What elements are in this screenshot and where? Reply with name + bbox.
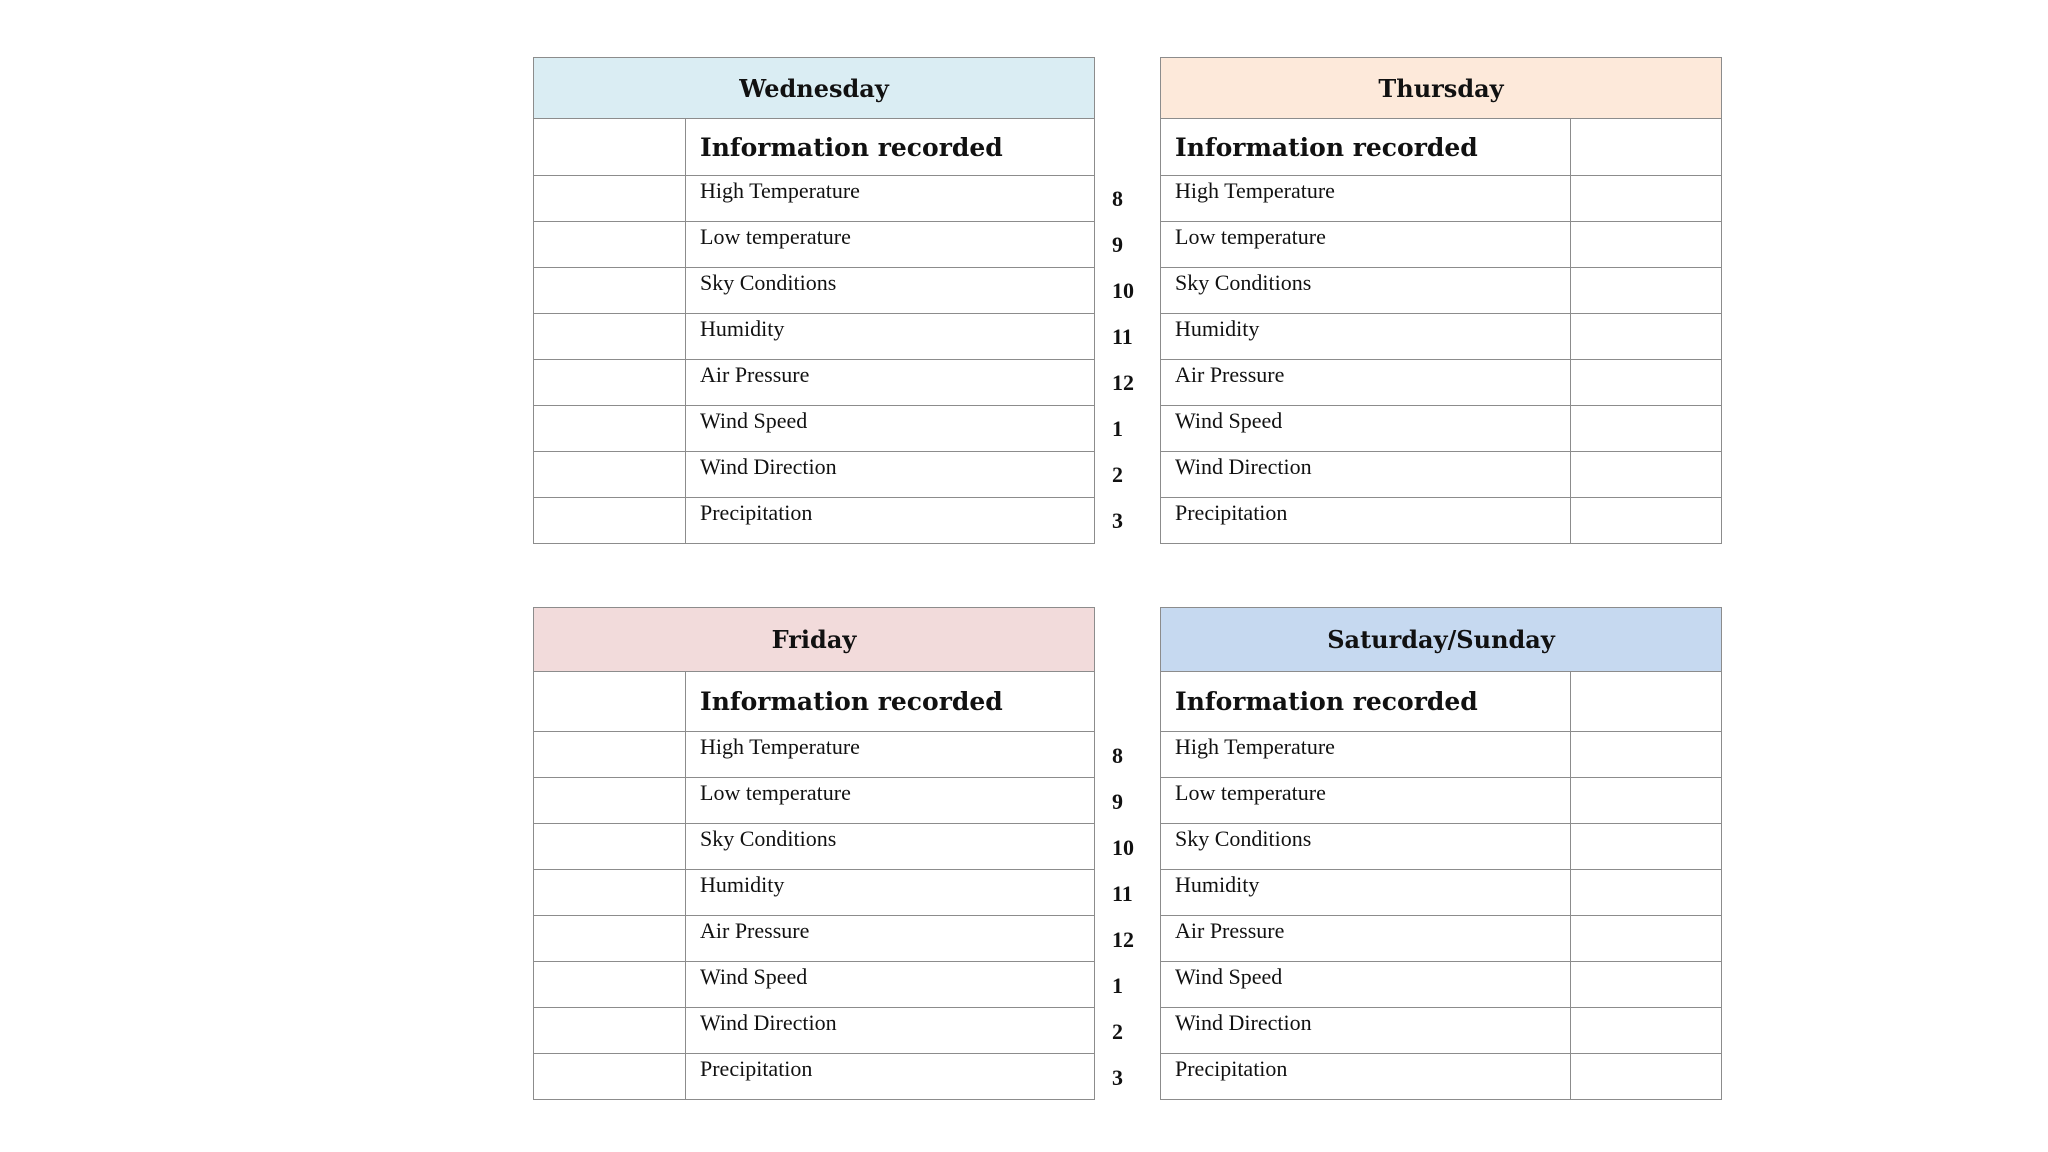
row-label: Humidity: [686, 314, 1095, 360]
row-label: Wind Speed: [686, 962, 1095, 1008]
value-cell[interactable]: [534, 268, 686, 314]
value-cell[interactable]: [534, 360, 686, 406]
row-label: Wind Direction: [686, 452, 1095, 498]
row-label: High Temperature: [686, 176, 1095, 222]
row-label: Precipitation: [686, 498, 1095, 544]
info-header: Information recorded: [686, 672, 1095, 732]
row-label: Wind Speed: [686, 406, 1095, 452]
hour-label: 9: [1112, 232, 1123, 257]
value-cell[interactable]: [1571, 452, 1722, 498]
value-cell[interactable]: [1571, 268, 1722, 314]
value-cell[interactable]: [1571, 406, 1722, 452]
info-header: Information recorded: [1161, 119, 1571, 176]
row-label: Wind Direction: [1161, 452, 1571, 498]
info-header: Information recorded: [686, 119, 1095, 176]
value-cell[interactable]: [1571, 732, 1722, 778]
row-label: Sky Conditions: [1161, 824, 1571, 870]
hour-label: 11: [1112, 324, 1133, 349]
hour-label: 2: [1112, 462, 1123, 487]
value-cell[interactable]: [1571, 314, 1722, 360]
row-label: Low temperature: [1161, 778, 1571, 824]
value-cell[interactable]: [1571, 916, 1722, 962]
row-label: Air Pressure: [1161, 360, 1571, 406]
value-cell[interactable]: [534, 498, 686, 544]
row-label: Sky Conditions: [686, 268, 1095, 314]
hour-label: 12: [1112, 927, 1134, 952]
row-label: Humidity: [1161, 314, 1571, 360]
value-cell[interactable]: [1571, 870, 1722, 916]
row-label: Sky Conditions: [1161, 268, 1571, 314]
row-label: Sky Conditions: [686, 824, 1095, 870]
day-title: Saturday/Sunday: [1161, 608, 1722, 672]
day-title: Thursday: [1161, 58, 1722, 119]
empty-cell[interactable]: [534, 119, 686, 176]
value-cell[interactable]: [534, 1054, 686, 1100]
row-label: Low temperature: [686, 778, 1095, 824]
row-label: Precipitation: [1161, 498, 1571, 544]
empty-cell[interactable]: [1571, 119, 1722, 176]
thursday-table: [1160, 57, 1722, 544]
value-cell[interactable]: [534, 314, 686, 360]
wednesday-table: [533, 57, 1095, 544]
row-label: Low temperature: [686, 222, 1095, 268]
hour-label: 1: [1112, 973, 1123, 998]
empty-cell[interactable]: [1571, 672, 1722, 732]
value-cell[interactable]: [1571, 498, 1722, 544]
hour-label: 12: [1112, 370, 1134, 395]
day-title: Wednesday: [534, 58, 1095, 119]
value-cell[interactable]: [1571, 360, 1722, 406]
day-title: Friday: [534, 608, 1095, 672]
hour-label: 2: [1112, 1019, 1123, 1044]
hour-label: 10: [1112, 835, 1134, 860]
hour-label: 10: [1112, 278, 1134, 303]
empty-cell[interactable]: [534, 672, 686, 732]
row-label: Humidity: [686, 870, 1095, 916]
value-cell[interactable]: [534, 176, 686, 222]
row-label: Humidity: [1161, 870, 1571, 916]
hour-label: 3: [1112, 1065, 1123, 1090]
value-cell[interactable]: [534, 778, 686, 824]
row-label: Low temperature: [1161, 222, 1571, 268]
hour-label: 8: [1112, 743, 1123, 768]
row-label: Wind Speed: [1161, 962, 1571, 1008]
value-cell[interactable]: [534, 916, 686, 962]
hour-label: 9: [1112, 789, 1123, 814]
hour-label: 3: [1112, 508, 1123, 533]
value-cell[interactable]: [534, 962, 686, 1008]
friday-table: [533, 607, 1095, 1100]
row-label: Wind Speed: [1161, 406, 1571, 452]
value-cell[interactable]: [534, 870, 686, 916]
value-cell[interactable]: [1571, 1054, 1722, 1100]
row-label: High Temperature: [1161, 732, 1571, 778]
row-label: Air Pressure: [686, 360, 1095, 406]
row-label: Air Pressure: [1161, 916, 1571, 962]
row-label: High Temperature: [686, 732, 1095, 778]
row-label: Wind Direction: [1161, 1008, 1571, 1054]
value-cell[interactable]: [1571, 778, 1722, 824]
hour-label: 11: [1112, 881, 1133, 906]
row-label: Wind Direction: [686, 1008, 1095, 1054]
row-label: Precipitation: [1161, 1054, 1571, 1100]
row-label: High Temperature: [1161, 176, 1571, 222]
hour-label: 1: [1112, 416, 1123, 441]
value-cell[interactable]: [534, 452, 686, 498]
value-cell[interactable]: [1571, 222, 1722, 268]
value-cell[interactable]: [1571, 176, 1722, 222]
value-cell[interactable]: [534, 824, 686, 870]
value-cell[interactable]: [1571, 962, 1722, 1008]
value-cell[interactable]: [1571, 824, 1722, 870]
value-cell[interactable]: [1571, 1008, 1722, 1054]
hour-label: 8: [1112, 186, 1123, 211]
row-label: Air Pressure: [686, 916, 1095, 962]
weekend-table: [1160, 607, 1722, 1100]
value-cell[interactable]: [534, 222, 686, 268]
value-cell[interactable]: [534, 732, 686, 778]
value-cell[interactable]: [534, 1008, 686, 1054]
value-cell[interactable]: [534, 406, 686, 452]
info-header: Information recorded: [1161, 672, 1571, 732]
row-label: Precipitation: [686, 1054, 1095, 1100]
